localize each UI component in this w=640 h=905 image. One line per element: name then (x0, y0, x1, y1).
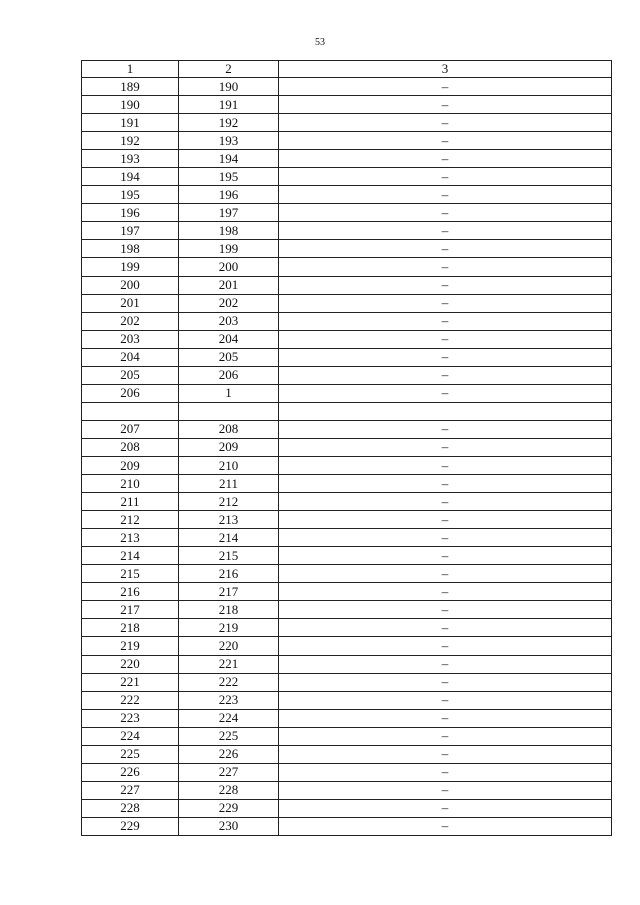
table-row (82, 529, 612, 547)
table-row (82, 745, 612, 763)
table-row (82, 781, 612, 799)
table-cell-col-3: – (279, 475, 612, 493)
table-cell-col-1: 194 (82, 168, 179, 186)
table-row (82, 619, 612, 637)
table-cell-col-2: 195 (179, 168, 279, 186)
table-cell-col-1: 226 (82, 763, 179, 781)
table-cell-col-1: 208 (82, 438, 179, 456)
table-row (82, 420, 612, 438)
table-row (82, 312, 612, 330)
table-cell-col-1: 216 (82, 583, 179, 601)
table-cell-col-2: 216 (179, 565, 279, 583)
table-row (82, 583, 612, 601)
table-cell-col-2: 194 (179, 150, 279, 168)
table-cell-col-2: 218 (179, 601, 279, 619)
table-cell-col-3: – (279, 150, 612, 168)
table-cell-col-2: 210 (179, 456, 279, 474)
table-row (82, 763, 612, 781)
table-cell-col-2: 219 (179, 619, 279, 637)
table-cell-col-1: 207 (82, 420, 179, 438)
table-cell-col-2: 197 (179, 204, 279, 222)
page-number: 53 (315, 37, 325, 48)
table-row (82, 511, 612, 529)
table-cell-col-2: 200 (179, 258, 279, 276)
table-cell-col-3: – (279, 186, 612, 204)
table-cell-col-3: – (279, 78, 612, 96)
table-cell-col-2: 192 (179, 114, 279, 132)
table-cell-col-3: – (279, 114, 612, 132)
table-row (82, 258, 612, 276)
table-cell-col-2: 225 (179, 727, 279, 745)
table-cell-col-2: 208 (179, 420, 279, 438)
column-header-3: 3 (279, 61, 612, 78)
table-cell-col-1: 191 (82, 114, 179, 132)
table-cell-col-3: – (279, 222, 612, 240)
table-cell-col-3: – (279, 781, 612, 799)
table-cell-col-3: – (279, 312, 612, 330)
table-cell-col-1: 202 (82, 312, 179, 330)
table-row (82, 727, 612, 745)
table-cell-col-3: – (279, 745, 612, 763)
table-cell-col-1: 203 (82, 330, 179, 348)
table-row (82, 78, 612, 96)
table-cell-col-2: 214 (179, 529, 279, 547)
table-cell-col-1: 225 (82, 745, 179, 763)
table-cell-col-1: 209 (82, 456, 179, 474)
table-cell-col-3: – (279, 438, 612, 456)
table-cell-col-1: 220 (82, 655, 179, 673)
table-cell-col-3: – (279, 637, 612, 655)
table-cell-col-3: – (279, 709, 612, 727)
table-cell-col-1 (82, 402, 179, 420)
column-header-2: 2 (179, 61, 279, 78)
table-cell-col-1: 198 (82, 240, 179, 258)
table-cell-col-3: – (279, 547, 612, 565)
table-cell-col-1: 221 (82, 673, 179, 691)
table-row (82, 240, 612, 258)
table-cell-col-1: 227 (82, 781, 179, 799)
table-row (82, 96, 612, 114)
table-cell-col-2: 213 (179, 511, 279, 529)
table-cell-col-3: – (279, 565, 612, 583)
table-row (82, 655, 612, 673)
table-row (82, 294, 612, 312)
table-cell-col-1: 189 (82, 78, 179, 96)
table-cell-col-1: 204 (82, 348, 179, 366)
table-cell-col-2: 198 (179, 222, 279, 240)
table-cell-col-1: 195 (82, 186, 179, 204)
table-cell-col-2: 226 (179, 745, 279, 763)
table-cell-col-3: – (279, 204, 612, 222)
table-cell-col-3: – (279, 655, 612, 673)
table-row (82, 637, 612, 655)
table-row (82, 348, 612, 366)
table-cell-col-1: 212 (82, 511, 179, 529)
table-cell-col-2: 202 (179, 294, 279, 312)
table-cell-col-3: – (279, 420, 612, 438)
table-cell-col-2: 217 (179, 583, 279, 601)
table-cell-col-1: 210 (82, 475, 179, 493)
table-cell-col-1: 222 (82, 691, 179, 709)
table-cell-col-1: 218 (82, 619, 179, 637)
table-cell-col-2: 1 (179, 384, 279, 402)
table-cell-col-3: – (279, 529, 612, 547)
table-row (82, 709, 612, 727)
table-cell-col-2: 227 (179, 763, 279, 781)
table-cell-col-2: 211 (179, 475, 279, 493)
table-cell-col-1: 219 (82, 637, 179, 655)
table-row (82, 456, 612, 474)
table-cell-col-3: – (279, 294, 612, 312)
table-cell-col-1: 205 (82, 366, 179, 384)
table-cell-col-3: – (279, 366, 612, 384)
table-body (82, 78, 612, 836)
table-cell-col-3: – (279, 691, 612, 709)
table-cell-col-3: – (279, 727, 612, 745)
table-header-row (82, 61, 612, 78)
table-row (82, 168, 612, 186)
table-row (82, 547, 612, 565)
table-cell-col-2: 205 (179, 348, 279, 366)
table-cell-col-1: 224 (82, 727, 179, 745)
table-row (82, 601, 612, 619)
table-cell-col-2: 193 (179, 132, 279, 150)
table-row (82, 384, 612, 402)
table-cell-col-3: – (279, 763, 612, 781)
table-cell-col-3: – (279, 258, 612, 276)
table-cell-col-3: – (279, 132, 612, 150)
table-cell-col-3: – (279, 456, 612, 474)
table-row (82, 132, 612, 150)
table-row (82, 276, 612, 294)
table-cell-col-3: – (279, 511, 612, 529)
table-cell-col-2: 223 (179, 691, 279, 709)
table-cell-col-3: – (279, 583, 612, 601)
table-cell-col-2: 230 (179, 817, 279, 835)
table-cell-col-1: 196 (82, 204, 179, 222)
table-cell-col-1: 215 (82, 565, 179, 583)
table-cell-col-3: – (279, 601, 612, 619)
table-cell-col-2: 209 (179, 438, 279, 456)
table-cell-col-2: 203 (179, 312, 279, 330)
table-row (82, 366, 612, 384)
table-cell-col-1: 197 (82, 222, 179, 240)
table-cell-col-2: 220 (179, 637, 279, 655)
table-cell-col-2: 201 (179, 276, 279, 294)
table-cell-col-3: – (279, 817, 612, 835)
table-cell-col-3: – (279, 348, 612, 366)
table-cell-col-2: 215 (179, 547, 279, 565)
table-cell-col-2: 212 (179, 493, 279, 511)
table-cell-col-2: 228 (179, 781, 279, 799)
table-row (82, 493, 612, 511)
table-cell-col-2: 196 (179, 186, 279, 204)
table-cell-col-2: 222 (179, 673, 279, 691)
column-header-1: 1 (82, 61, 179, 78)
table-row (82, 114, 612, 132)
table-cell-col-2: 221 (179, 655, 279, 673)
table-cell-col-3: – (279, 673, 612, 691)
table-cell-col-3: – (279, 168, 612, 186)
table-row (82, 186, 612, 204)
table-row (82, 150, 612, 168)
table-cell-col-1: 190 (82, 96, 179, 114)
table-row (82, 222, 612, 240)
table-cell-col-1: 214 (82, 547, 179, 565)
table-cell-col-1: 200 (82, 276, 179, 294)
table-cell-col-1: 223 (82, 709, 179, 727)
table-cell-col-3 (279, 402, 612, 420)
table-cell-col-1: 192 (82, 132, 179, 150)
table-row (82, 402, 612, 420)
table-cell-col-1: 217 (82, 601, 179, 619)
table-cell-col-3: – (279, 330, 612, 348)
table-cell-col-1: 206 (82, 384, 179, 402)
table-cell-col-2: 206 (179, 366, 279, 384)
table-row (82, 817, 612, 835)
table-cell-col-2: 224 (179, 709, 279, 727)
table-cell-col-1: 201 (82, 294, 179, 312)
table-cell-col-1: 228 (82, 799, 179, 817)
table-row (82, 330, 612, 348)
table-cell-col-2 (179, 402, 279, 420)
table-cell-col-1: 213 (82, 529, 179, 547)
data-table (81, 60, 612, 836)
table-row (82, 204, 612, 222)
table-cell-col-2: 229 (179, 799, 279, 817)
table-cell-col-2: 199 (179, 240, 279, 258)
table-row (82, 799, 612, 817)
table-cell-col-3: – (279, 276, 612, 294)
table-row (82, 673, 612, 691)
table-cell-col-3: – (279, 96, 612, 114)
table-row (82, 438, 612, 456)
table-cell-col-3: – (279, 493, 612, 511)
table-row (82, 475, 612, 493)
table-cell-col-1: 211 (82, 493, 179, 511)
table-cell-col-3: – (279, 619, 612, 637)
table-cell-col-1: 229 (82, 817, 179, 835)
table-cell-col-3: – (279, 384, 612, 402)
table-row (82, 565, 612, 583)
table-cell-col-1: 199 (82, 258, 179, 276)
table-cell-col-2: 204 (179, 330, 279, 348)
table-cell-col-3: – (279, 799, 612, 817)
table-cell-col-2: 190 (179, 78, 279, 96)
table-cell-col-1: 193 (82, 150, 179, 168)
table-cell-col-2: 191 (179, 96, 279, 114)
table-cell-col-3: – (279, 240, 612, 258)
table-row (82, 691, 612, 709)
